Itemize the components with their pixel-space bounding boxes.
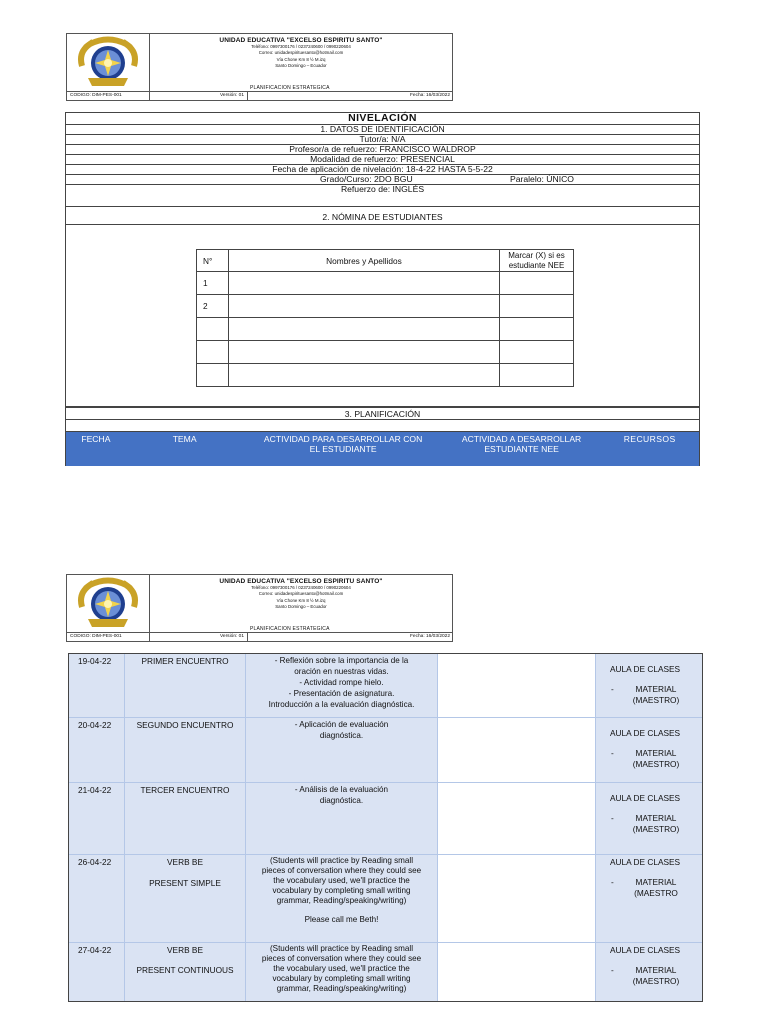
schedule-row — [69, 855, 702, 943]
schedule-row — [69, 783, 702, 855]
session-nee-activity — [438, 718, 596, 782]
nee-header-line1: ACTIVIDAD A DESARROLLAR — [461, 434, 582, 444]
session-topic — [125, 654, 246, 717]
activity-line — [246, 906, 437, 915]
school-address: Vía Chone Km 8 ½ M.izq — [276, 597, 326, 603]
session-topic — [125, 943, 246, 1002]
activity-line: vocabulary by completing small writing — [272, 974, 411, 983]
planning-schedule-table — [68, 653, 703, 1002]
activity-line: the vocabulary used, we'll practice the — [273, 964, 410, 973]
material-owner: (MAESTRO) — [632, 976, 680, 986]
resource-location: AULA DE CLASES — [610, 945, 681, 955]
fecha-header: FECHA — [81, 434, 111, 444]
session-topic — [125, 855, 246, 942]
school-email: Correo: unidadespirituesanto@hotmail.com — [258, 50, 344, 56]
actividad-header — [243, 434, 442, 466]
recursos-header: RECURSOS — [623, 434, 676, 444]
activity-line: pieces of conversation where they could see — [261, 866, 422, 875]
student-number — [197, 364, 229, 387]
resource-material: - MATERIAL (MAESTRO) — [610, 813, 703, 835]
session-date: 27-04-22 — [69, 943, 125, 1002]
session-resources — [596, 943, 703, 1002]
activity-line: diagnóstica. — [319, 731, 364, 740]
table-row — [197, 318, 574, 341]
session-activity — [246, 943, 438, 1002]
session-nee-activity — [438, 943, 596, 1002]
activity-line: vocabulary by completing small writing — [272, 886, 411, 895]
spacer-row — [66, 393, 699, 407]
material-label: MATERIAL — [635, 877, 677, 887]
session-topic — [125, 783, 246, 854]
section-students-heading: 2. NÓMINA DE ESTUDIANTES — [66, 207, 699, 225]
school-city: Santo Domingo – Ecuador — [275, 63, 327, 69]
session-activity — [246, 783, 438, 854]
topic-line: SEGUNDO ENCUENTRO — [136, 720, 234, 730]
document-code: CODIGO: DIM-PES-001 — [67, 633, 150, 641]
table-header-row — [197, 250, 574, 272]
resource-location: AULA DE CLASES — [610, 728, 681, 738]
material-label: MATERIAL — [635, 684, 677, 694]
document-title: PLANIFICACION ESTRATEGICA — [250, 85, 330, 91]
schedule-row — [69, 718, 702, 783]
student-nee-mark — [500, 318, 574, 341]
modality-field: Modalidad de refuerzo: PRESENCIAL — [66, 155, 699, 165]
activity-line: grammar, Reading/speaking/writing) — [276, 984, 407, 993]
session-nee-activity — [438, 654, 596, 717]
activity-line: (Students will practice by Reading small — [269, 856, 414, 865]
topic-line: TERCER ENCUENTRO — [140, 785, 230, 795]
planning-header-bar — [66, 432, 699, 466]
student-name — [229, 295, 500, 318]
student-name — [229, 318, 500, 341]
student-nee-mark — [500, 272, 574, 295]
school-name: UNIDAD EDUCATIVA "EXCELSO ESPIRITU SANTO" — [219, 37, 383, 44]
session-nee-activity — [438, 855, 596, 942]
topic-line: PRIMER ENCUENTRO — [141, 656, 229, 666]
session-activity — [246, 718, 438, 782]
document-version: Versión: 01 — [150, 633, 248, 641]
subject-field: Refuerzo de: INGLÉS — [66, 185, 699, 207]
session-date: 26-04-22 — [69, 855, 125, 942]
letterhead — [66, 33, 453, 101]
letterhead — [66, 574, 453, 642]
school-address: Vía Chone Km 8 ½ M.izq — [276, 56, 326, 62]
document-title: PLANIFICACION ESTRATEGICA — [250, 626, 330, 632]
resource-material: - MATERIAL (MAESTRO) — [610, 965, 703, 987]
schedule-row — [69, 943, 702, 1002]
material-owner: (MAESTRO) — [632, 824, 680, 834]
activity-line: - Aplicación de evaluación — [294, 720, 389, 729]
table-row — [197, 341, 574, 364]
student-number: 2 — [197, 295, 229, 318]
student-name — [229, 272, 500, 295]
nivelacion-form — [65, 112, 700, 466]
school-phone: Teléfono: 0997300176 / 0237240600 / 0990220604 — [251, 44, 351, 49]
resource-material: - MATERIAL (MAESTRO) — [610, 684, 703, 706]
activity-line: - Presentación de asignatura. — [288, 689, 395, 698]
actividad-header-line2: EL ESTUDIANTE — [309, 444, 377, 454]
school-email: Correo: unidadespirituesanto@hotmail.com — [258, 591, 344, 597]
activity-line: oración en nuestras vidas. — [294, 667, 389, 676]
session-nee-activity — [438, 783, 596, 854]
material-owner: (MAESTRO — [634, 888, 678, 898]
teacher-field: Profesor/a de refuerzo: FRANCISCO WALDROP — [66, 145, 699, 155]
activity-line: Introducción a la evaluación diagnóstica. — [268, 700, 415, 709]
document-date: Fecha: 16/03/2022 — [409, 93, 450, 98]
activity-line: - Reflexión sobre la importancia de la — [274, 656, 409, 665]
session-resources — [596, 654, 703, 717]
schedule-row — [69, 654, 702, 718]
student-nee-mark — [500, 364, 574, 387]
tema-header: TEMA — [172, 434, 197, 444]
activity-line: Please call me Beth! — [304, 915, 379, 924]
school-phone: Teléfono: 0997300176 / 0237240600 / 0990220604 — [251, 585, 351, 590]
form-title: NIVELACIÓN — [66, 113, 699, 125]
names-header: Nombres y Apellidos — [229, 250, 500, 272]
document-code: CODIGO: DIM-PES-001 — [67, 92, 150, 100]
session-topic — [125, 718, 246, 782]
session-resources — [596, 718, 703, 782]
material-label: MATERIAL — [635, 813, 677, 823]
activity-line: - Actividad rompe hielo. — [299, 678, 384, 687]
resource-material: - MATERIAL (MAESTRO) — [610, 748, 703, 770]
paralelo-field: Paralelo: ÚNICO — [510, 174, 574, 184]
session-activity — [246, 654, 438, 717]
session-resources — [596, 855, 703, 942]
section-identification-heading: 1. DATOS DE IDENTIFICACIÓN — [66, 125, 699, 135]
material-owner: (MAESTRO) — [632, 695, 680, 705]
student-number — [197, 318, 229, 341]
session-resources — [596, 783, 703, 854]
nee-activity-header — [443, 434, 601, 466]
actividad-header-line1: ACTIVIDAD PARA DESARROLLAR CON — [263, 434, 423, 444]
student-number: 1 — [197, 272, 229, 295]
tutor-field: Tutor/a: N/A — [66, 135, 699, 145]
table-row — [197, 295, 574, 318]
student-name — [229, 364, 500, 387]
resource-location: AULA DE CLASES — [610, 664, 681, 674]
resource-location: AULA DE CLASES — [610, 857, 681, 867]
activity-line: grammar, Reading/speaking/writing) — [276, 896, 407, 905]
activity-line: the vocabulary used, we'll practice the — [273, 876, 410, 885]
grade-field: Grado/Curso: 2DO BGU — [320, 174, 413, 184]
nee-header-line2: ESTUDIANTE NEE — [484, 444, 559, 454]
activity-line: pieces of conversation where they could see — [261, 954, 422, 963]
topic-line: VERB BE — [167, 945, 203, 955]
activity-line: diagnóstica. — [319, 796, 364, 805]
material-label: MATERIAL — [635, 748, 677, 758]
document-version: Versión: 01 — [150, 92, 248, 100]
topic-line: PRESENT CONTINUOUS — [136, 965, 234, 975]
school-name: UNIDAD EDUCATIVA "EXCELSO ESPIRITU SANTO" — [219, 578, 383, 585]
activity-line: (Students will practice by Reading small — [269, 944, 414, 953]
student-nee-mark — [500, 295, 574, 318]
session-date: 19-04-22 — [69, 654, 125, 717]
session-date: 21-04-22 — [69, 783, 125, 854]
session-date: 20-04-22 — [69, 718, 125, 782]
school-seal-logo — [67, 575, 150, 632]
material-label: MATERIAL — [635, 965, 677, 975]
topic-line: VERB BE — [167, 857, 203, 867]
session-activity — [246, 855, 438, 942]
school-city: Santo Domingo – Ecuador — [275, 604, 327, 610]
activity-line: - Análisis de la evaluación — [294, 785, 389, 794]
students-table — [196, 249, 574, 387]
document-date: Fecha: 16/03/2022 — [409, 634, 450, 639]
topic-line: PRESENT SIMPLE — [149, 878, 221, 888]
table-row — [197, 364, 574, 387]
empty-row — [66, 420, 699, 432]
student-number — [197, 341, 229, 364]
application-date-field: Fecha de aplicación de nivelación: 18-4-22 HASTA 5-5-22 — [66, 165, 699, 175]
number-header: N° — [197, 250, 229, 272]
student-name — [229, 341, 500, 364]
section-planning-heading: 3. PLANIFICACIÓN — [66, 407, 699, 420]
material-owner: (MAESTRO) — [632, 759, 680, 769]
resource-material: - MATERIAL (MAESTRO — [610, 877, 703, 899]
table-row — [197, 272, 574, 295]
student-nee-mark — [500, 341, 574, 364]
nee-header: Marcar (X) si es estudiante NEE — [500, 250, 574, 272]
resource-location: AULA DE CLASES — [610, 793, 681, 803]
school-seal-logo — [67, 34, 150, 91]
